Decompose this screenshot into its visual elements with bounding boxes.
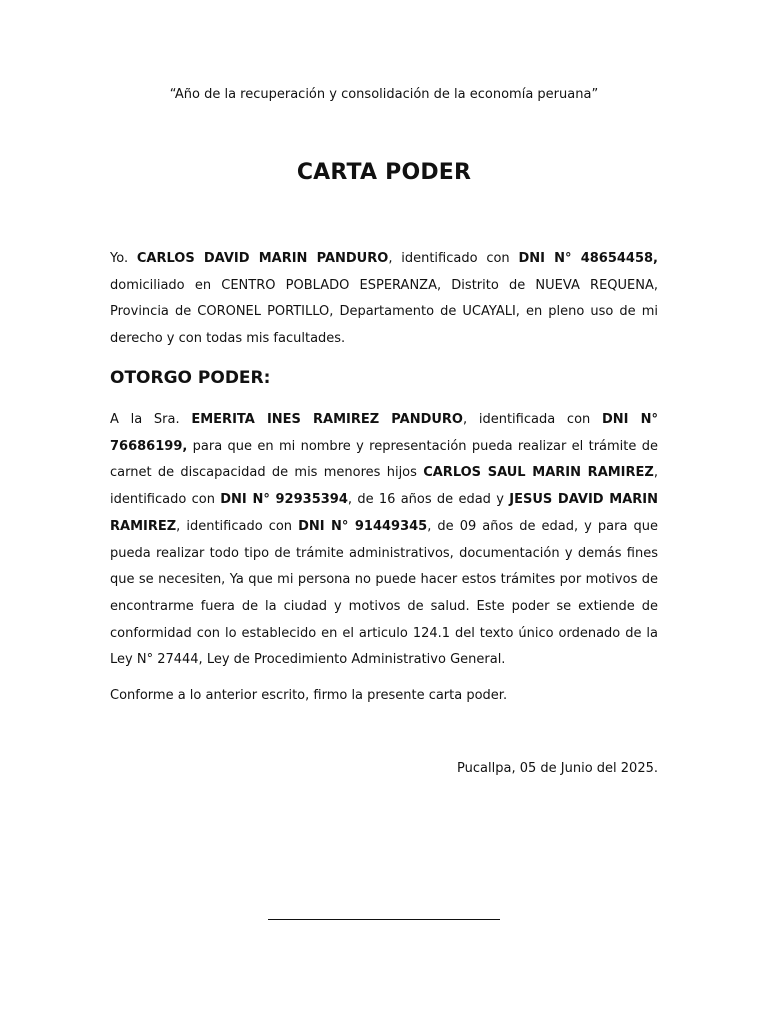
p2-text-7: , de 09 años de edad, y para que pueda realizar todo tipo de trámite administrativos, documentación y demás fines que se necesiten, Ya que mi persona no puede hacer estos trámites por motivos de encontrarme fuera de la ciudad y motivos de salud. Este poder se extiende de conformidad con lo establecido en el articulo 124.1 del texto único ordenado de la Ley N° 27444, Ley de Procedimiento Administrativo General. <box>110 518 658 668</box>
p1-text-1: Yo. <box>110 251 137 266</box>
place-date: Pucallpa, 05 de Junio del 2025. <box>457 761 658 776</box>
child1-name: CARLOS SAUL MARIN RAMIREZ <box>423 465 654 481</box>
document-title: CARTA PODER <box>296 160 472 185</box>
closing-paragraph: Conforme a lo anterior escrito, firmo la presente carta poder. <box>110 688 508 703</box>
child2-dni: DNI N° 91449345 <box>298 518 428 534</box>
section-heading: OTORGO PODER: <box>110 368 271 388</box>
year-motto: “Año de la recuperación y consolidación de la economía peruana” <box>169 87 599 102</box>
p2-text-4: , identificado con <box>110 465 658 508</box>
p2-text-6: , identificado con <box>176 518 299 534</box>
p2-text-3: para que en mi nombre y representación pueda realizar el trámite de carnet de discapacidad de mis menores hijos <box>110 438 658 481</box>
p1-text-3: domiciliado en CENTRO POBLADO ESPERANZA, Distrito de NUEVA REQUENA, Provincia de CORONEL PORTILLO, Departamento de UCAYALI, en pleno uso de mi derecho y con todas mis facultades. <box>110 277 658 347</box>
p2-text-2: , identificada con <box>463 412 602 427</box>
p2-text-1: A la Sra. <box>110 412 192 427</box>
grantor-paragraph <box>110 246 658 353</box>
grantor-dni: DNI N° 48654458, <box>518 251 658 266</box>
signature-line <box>268 919 500 920</box>
p1-text-2: , identificado con <box>388 251 519 266</box>
agent-name: EMERITA INES RAMIREZ PANDURO <box>191 412 463 427</box>
child2-name: JESUS DAVID MARIN RAMIREZ <box>110 492 658 534</box>
grantor-name: CARLOS DAVID MARIN PANDURO <box>136 251 389 266</box>
agent-dni: DNI N° 76686199, <box>110 412 658 454</box>
p2-text-5: , de 16 años de edad y <box>347 492 510 508</box>
child1-dni: DNI N° 92935394 <box>220 492 348 508</box>
power-paragraph <box>110 407 658 674</box>
